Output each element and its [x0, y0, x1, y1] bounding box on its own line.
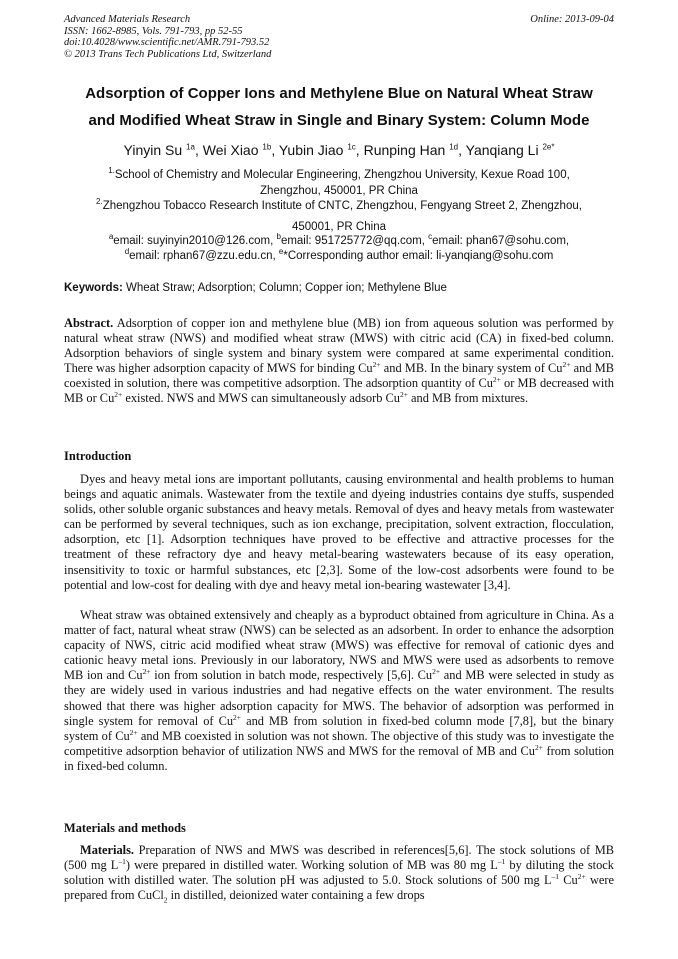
author-superscript: 2e* [542, 142, 555, 152]
abstract-text: or MB decreased with MB or Cu [64, 376, 615, 406]
online-date: Online: 2013-09-04 [530, 14, 614, 25]
email-c: email: phan67@sohu.com, [432, 235, 570, 247]
abstract-text: existed. NWS and MWS can simultaneously adsorb Cu [122, 391, 400, 406]
affiliation-2 [40, 198, 638, 214]
affiliation-text: School of Chemistry and Molecular Engineering, Zhengzhou University, Kexue Road 100, [114, 169, 570, 181]
issn-line: ISSN: 1662-8985, Vols. 791-793, pp 52-55 [64, 25, 243, 37]
author-name: Yinyin Su [123, 142, 183, 158]
email-b: email: 951725772@qq.com, [280, 235, 429, 247]
paragraph-text: ) were prepared in distilled water. Working solution of MB was 80 mg L [125, 858, 498, 873]
affiliation-2-cont [40, 219, 638, 235]
keywords-text: Wheat Straw; Adsorption; Column; Copper ion; Methylene Blue [122, 282, 447, 294]
paragraph-text: by diluting the stock solution with distilled water. The solution pH was adjusted to 5.0. Stock solutions of 500 mg L [64, 858, 615, 888]
affiliation-text: Zhengzhou, 450001, PR China [260, 185, 418, 197]
paragraph-text: were prepared from CuCl [64, 873, 615, 903]
author-name: Yubin Jiao [278, 142, 344, 158]
paragraph-text: Wheat straw was obtained extensively and cheaply as a byproduct obtained from agriculture in China. As a matter of fact, natural wheat straw (NWS) can be selected as an adsorbent. In order to enhance the adsorption capacity of NWS, citric acid modified wheat straw (MWS) was effective for removal of cationic dyes and cationic heavy metal ions. Previously in our laboratory, NWS and MWS were used as adsorbents to remove MB ion and Cu [64, 608, 614, 683]
paragraph-text: and MB from solution in fixed-bed column mode [7,8], but the binary system of Cu [64, 713, 614, 743]
abstract-text: and MB. In the binary system of Cu [380, 361, 563, 376]
section-heading-materials-methods: Materials and methods [64, 821, 186, 835]
abstract-text: Adsorption of copper ion and methylene blue (MB) ion from aqueous solution was performed by natural wheat straw (NWS) and modified wheat straw (MWS) with citric acid (CA) in fixed-bed column. Adsorption behaviors of single system and binary system were compared at same experimental condition. There was higher adsorption capacity of MWS for binding Cu [64, 316, 614, 376]
paragraph-text: ion from solution in batch mode, respectively [5,6]. Cu [150, 668, 433, 683]
keywords [64, 282, 447, 294]
charge-superscript: 2+ [432, 667, 441, 677]
unit-superscript: –1 [118, 856, 126, 866]
materials-label: Materials. [80, 843, 135, 857]
charge-superscript: 2+ [492, 375, 501, 385]
author-superscript: 1d [449, 142, 459, 152]
paragraph-text: in distilled, deionized water containing a few drops [167, 888, 425, 903]
paragraph-text: and MB were selected in study as they are widely used in various industries and had negative effects on the water environment. The results showed that there was higher adsorption capacity for MWS. The behavior of adsorption was performed in single system for removal of Cu [64, 668, 615, 728]
unit-superscript: –1 [497, 856, 506, 866]
abstract-text: and MB from mixtures. [407, 391, 529, 406]
affiliation-number: 2. [96, 197, 103, 207]
author-name: Runping Han [363, 142, 446, 158]
abstract-paragraph [64, 316, 614, 407]
charge-superscript: 2+ [577, 872, 586, 882]
abstract-label: Abstract. [64, 316, 114, 330]
author-superscript: 1b [262, 142, 272, 152]
unit-superscript: –1 [551, 872, 560, 882]
title-line-2: and Modified Wheat Straw in Single and Binary System: Column Mode [88, 112, 590, 129]
charge-superscript: 2+ [372, 360, 381, 370]
affiliation-text: Zhengzhou Tobacco Research Institute of CNTC, Zhengzhou, Fengyang Street 2, Zhengzhou, [102, 200, 582, 212]
paragraph-text: Preparation of NWS and MWS was described in references[5,6]. The stock solutions of MB (500 mg L [64, 843, 614, 873]
author-list: Yinyin Su $^{1a}$, Wei Xiao $^{1b}$, Yubin Jiao $^{1c}$, Runping Han $^{1d}$, Yanqiang Li $^{2e*}$ [123, 142, 555, 158]
chemical-subscript: 2 [163, 895, 168, 905]
title-line-1: Adsorption of Copper Ions and Methylene Blue on Natural Wheat Straw [85, 85, 593, 102]
paragraph-text: Cu [559, 873, 578, 888]
charge-superscript: 2+ [399, 390, 408, 400]
email-a: email: suyinyin2010@126.com, [113, 235, 277, 247]
journal-name: Advanced Materials Research [64, 14, 191, 25]
charge-superscript: 2+ [114, 390, 123, 400]
section-heading-introduction: Introduction [64, 449, 132, 463]
email-superscript: a [108, 232, 114, 242]
author-superscript: 1c [347, 142, 356, 152]
charge-superscript: 2+ [129, 727, 138, 737]
charge-superscript: 2+ [233, 712, 242, 722]
paper-title [40, 80, 638, 134]
charge-superscript: 2+ [142, 667, 151, 677]
journal-header [64, 14, 271, 60]
intro-paragraph-1: Dyes and heavy metal ions are important pollutants, causing environmental and health problems to human beings and aquatic animals. Wastewater from the textile and dyeing industries contains dye stuffs, suspended solids, other soluble organic substances and heavy metals. Removal of dyes and heavy metals from wastewater can be performed by several techniques, such as ion exchange, precipitation, solvent extraction, flocculation, adsorption, etc [1]. Adsorption techniques have proved to be effective and attractive processes for the treatment of these refractory dye and heavy metal-bearing wastewaters because of its easy operation, insensitivity to toxic or harmful substances, etc [2,3]. Some of the low-cost adsorbents were found to be potential and low-cost for dealing with dye and heavy metal ion-bearing wastewater [3,4]. [64, 472, 614, 592]
paragraph-text: from solution in fixed-bed column. [64, 743, 614, 773]
email-block [40, 234, 638, 263]
affiliation-text: 450001, PR China [292, 221, 386, 233]
charge-superscript: 2+ [534, 742, 543, 752]
doi-line: doi:10.4028/www.scientific.net/AMR.791-793.52 [64, 37, 270, 48]
author-superscript: 1a [186, 142, 195, 152]
intro-paragraph-2 [64, 608, 614, 774]
paragraph-text: and MB coexisted in solution was not shown. The objective of this study was to investigate the competitive adsorption behavior of utilization NWS and MWS for the removal of MB and Cu [64, 728, 614, 758]
affiliation-1 [40, 167, 638, 199]
abstract-text: and MB coexisted in solution, there was competitive adsorption. The adsorption quantity of Cu [64, 361, 614, 391]
methods-paragraph [64, 843, 614, 903]
email-superscript: c [428, 232, 433, 242]
author-name: Wei Xiao [202, 142, 259, 158]
email-d: email: rphan67@zzu.edu.cn, [129, 249, 279, 262]
email-superscript: d [124, 246, 130, 256]
copyright-line: © 2013 Trans Tech Publications Ltd, Switzerland [64, 48, 272, 60]
affiliation-number: 1. [108, 166, 115, 176]
email-superscript: b [276, 232, 281, 242]
email-e: *Corresponding author email: li-yanqiang@sohu.com [283, 249, 554, 262]
email-superscript: e [278, 246, 284, 256]
keywords-label: Keywords: [64, 282, 123, 294]
author-name: Yanqiang Li [465, 142, 539, 158]
charge-superscript: 2+ [562, 360, 571, 370]
